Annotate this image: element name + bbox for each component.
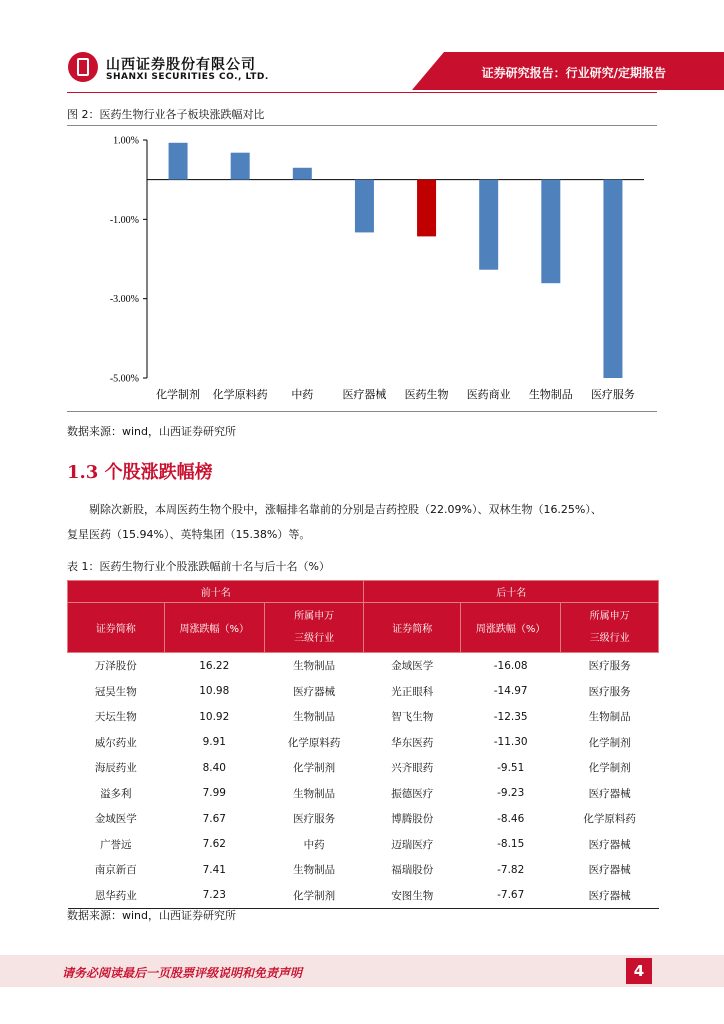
stock-name: 广誉远 [100, 838, 132, 851]
col-header-industry-line2: 三级行业 [589, 632, 630, 644]
figure-bottom-rule [67, 411, 657, 412]
company-name-cn: 山西证券股份有限公司 [106, 57, 256, 73]
industry: 生物制品 [293, 711, 336, 724]
bar [293, 168, 312, 180]
industry: 化学原料药 [287, 736, 341, 749]
bar [417, 180, 436, 237]
y-tick-label: -1.00% [109, 214, 139, 226]
industry: 生物制品 [293, 660, 336, 673]
weekly-change: -11.30 [493, 736, 528, 749]
x-tick-label: 医疗服务 [590, 388, 635, 401]
sector-change-chart [67, 126, 657, 410]
x-tick-label: 生物制品 [528, 388, 573, 401]
industry: 化学制剂 [588, 762, 631, 775]
col-header-industry [264, 603, 364, 653]
figure-caption: 图 2：医药生物行业各子板块涨跌幅对比 [67, 108, 265, 121]
industry: 生物制品 [293, 864, 336, 877]
y-tick-label: -5.00% [109, 373, 139, 385]
industry: 医疗器械 [588, 864, 631, 877]
weekly-change: 8.40 [202, 761, 226, 774]
stock-name: 博腾股份 [391, 813, 434, 826]
weekly-change: 7.62 [202, 838, 226, 851]
weekly-change: -12.35 [493, 710, 528, 723]
stock-name: 威尔药业 [94, 736, 137, 749]
weekly-change: -16.08 [493, 659, 528, 672]
industry: 医疗器械 [293, 685, 336, 698]
group-header-top: 前十名 [68, 581, 364, 603]
weekly-change: -8.46 [497, 812, 525, 825]
stock-name: 金域医学 [94, 813, 137, 826]
stock-name: 兴齐眼药 [391, 762, 434, 775]
table-row [68, 857, 659, 883]
weekly-change: -9.51 [497, 761, 525, 774]
stock-name: 冠昊生物 [94, 685, 137, 698]
bar [355, 180, 374, 233]
group-header-bottom: 后十名 [364, 581, 659, 603]
col-header-change: 周涨跌幅（%） [461, 603, 561, 653]
weekly-change: -7.82 [497, 863, 525, 876]
weekly-change: 10.98 [199, 685, 230, 698]
stock-ranking-table [67, 580, 659, 909]
table-row [68, 730, 659, 756]
stock-name: 光正眼科 [391, 685, 434, 698]
industry: 化学制剂 [588, 736, 631, 749]
section-paragraph-line1: 剔除次新股，本周医药生物个股中，涨幅排名靠前的分别是吉药控股（22.09%）、双林生物（16.25%）、 [89, 503, 602, 516]
weekly-change: 9.91 [202, 736, 226, 749]
industry: 中药 [303, 838, 325, 851]
stock-name: 恩华药业 [68, 883, 165, 909]
table-row [68, 832, 659, 858]
weekly-change: -9.23 [497, 787, 525, 800]
stock-name: 溢多利 [100, 787, 132, 800]
header-divider [67, 92, 657, 93]
stock-name: 福瑞股份 [391, 864, 434, 877]
col-header-industry-line1: 所属申万 [294, 610, 335, 622]
weekly-change: 10.92 [199, 710, 230, 723]
table-row [68, 806, 659, 832]
section-paragraph-line2: 复星医药（15.94%）、英特集团（15.38%）等。 [67, 528, 311, 541]
industry: 医疗器械 [561, 883, 659, 909]
table-row [68, 679, 659, 705]
x-tick-label: 中药 [291, 388, 314, 401]
table-source: 数据来源：wind，山西证券研究所 [67, 909, 237, 922]
industry: 化学制剂 [264, 883, 364, 909]
industry: 医疗服务 [588, 685, 631, 698]
stock-name: 金域医学 [391, 660, 434, 673]
stock-name: 万泽股份 [94, 660, 137, 673]
col-header-industry-line1: 所属申万 [589, 610, 630, 622]
industry: 生物制品 [588, 711, 631, 724]
bar [479, 180, 498, 270]
table-row [68, 781, 659, 807]
x-tick-label: 医药生物 [404, 388, 449, 401]
weekly-change: -14.97 [493, 685, 528, 698]
table-row [68, 883, 659, 909]
table-row [68, 755, 659, 781]
col-header-name: 证券简称 [364, 603, 461, 653]
col-header-industry-line2: 三级行业 [294, 632, 335, 644]
bar [541, 180, 560, 284]
weekly-change: 7.99 [202, 787, 226, 800]
table-row [68, 704, 659, 730]
weekly-change: 7.23 [164, 883, 264, 909]
stock-name: 智飞生物 [391, 711, 434, 724]
industry: 医疗服务 [588, 660, 631, 673]
weekly-change: -7.67 [461, 883, 561, 909]
page-number: 4 [626, 958, 652, 984]
x-tick-label: 医药商业 [466, 388, 511, 401]
bar [603, 180, 622, 378]
section-title: 1.3 个股涨跌幅榜 [67, 462, 213, 483]
y-tick-label: -3.00% [109, 294, 139, 306]
bar [169, 143, 188, 180]
weekly-change: 7.67 [202, 812, 226, 825]
x-tick-label: 化学原料药 [212, 388, 268, 401]
x-tick-label: 化学制剂 [156, 388, 201, 401]
industry: 化学原料药 [583, 813, 636, 826]
industry: 化学制剂 [293, 762, 336, 775]
industry: 生物制品 [293, 787, 336, 800]
stock-name: 安图生物 [364, 883, 461, 909]
industry: 医疗器械 [588, 838, 631, 851]
industry: 医疗器械 [588, 787, 631, 800]
footer-disclaimer: 请务必阅读最后一页股票评级说明和免责声明 [62, 966, 303, 980]
table-row [68, 653, 659, 679]
stock-name: 南京新百 [94, 864, 137, 877]
table-caption: 表 1：医药生物行业个股涨跌幅前十名与后十名（%） [67, 560, 330, 573]
col-header-industry [561, 603, 659, 653]
stock-name: 振德医疗 [391, 787, 434, 800]
company-logo [68, 52, 98, 82]
report-type: 证券研究报告：行业研究/定期报告 [481, 66, 666, 80]
weekly-change: -8.15 [497, 838, 525, 851]
bar [231, 153, 250, 180]
company-name-en: SHANXI SECURITIES CO., LTD. [106, 72, 269, 82]
stock-name: 华东医药 [391, 736, 434, 749]
weekly-change: 7.41 [202, 863, 226, 876]
weekly-change: 16.22 [199, 659, 230, 672]
stock-name: 天坛生物 [94, 711, 137, 724]
y-tick-label: 1.00% [113, 135, 139, 147]
figure-source: 数据来源：wind，山西证券研究所 [67, 425, 237, 438]
x-tick-label: 医疗器械 [342, 388, 387, 401]
col-header-change: 周涨跌幅（%） [164, 603, 264, 653]
stock-name: 海辰药业 [94, 762, 137, 775]
col-header-name: 证券简称 [68, 603, 165, 653]
stock-name: 迈瑞医疗 [391, 838, 434, 851]
industry: 医疗服务 [293, 813, 336, 826]
